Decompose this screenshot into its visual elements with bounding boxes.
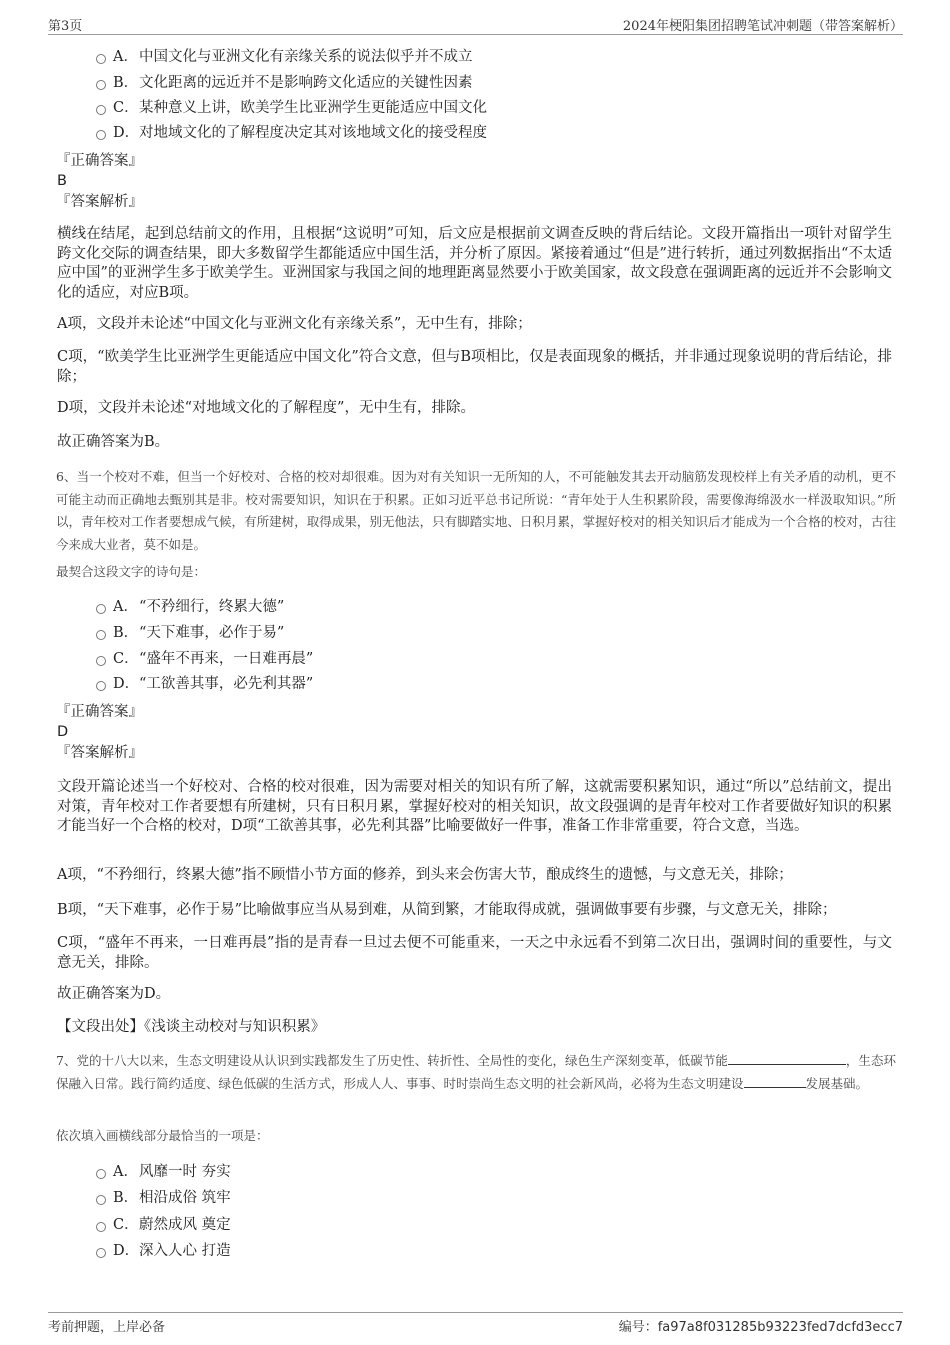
q7-prompt: 依次填入画横线部分最恰当的一项是：: [56, 1128, 269, 1143]
q5-analysis-paragraph: A项，文段并未论述“中国文化与亚洲文化有亲缘关系”，无中生有，排除；: [57, 316, 532, 332]
radio-icon[interactable]: [96, 105, 106, 115]
q6-stem: 6、当一个校对不难，但当一个好校对、合格的校对却很难。因为对有关知识一无所知的人，不可能触发其去开动脑筋发现校样上有关矛盾的动机，更不可能主动而正确地去甄别其是非。校对需要知识，知识在于积累。正如习近平总书记所说：“青年处于人生积累阶段，需要像海绵汲水一样汲取知识。”所以，青年校对工作者要想成气候，有所建树，取得成果，别无他法，只有脚踏实地、日积月累，掌握好校对的相关知识后才能成为一个合格的校对，古往今来成大业者，莫不如是。: [56, 469, 896, 552]
q6-option-a[interactable]: A．“不矜细行，终累大德”: [96, 596, 284, 618]
q6-answer: D: [57, 724, 69, 740]
page-number: 第3页: [48, 19, 83, 34]
radio-icon[interactable]: [96, 54, 106, 64]
q5-option-c[interactable]: C．某种意义上讲，欧美学生比亚洲学生更能适应中国文化: [96, 97, 487, 119]
radio-icon[interactable]: [96, 1169, 106, 1179]
radio-icon[interactable]: [96, 630, 106, 640]
radio-icon[interactable]: [96, 1195, 106, 1205]
q6-source: 【文段出处】《浅谈主动校对与知识积累》: [57, 1019, 326, 1035]
footer-slogan: 考前押题，上岸必备: [48, 1320, 166, 1335]
q6-prompt: 最契合这段文字的诗句是：: [56, 564, 207, 579]
q6-analysis-conclusion: 故正确答案为D。: [57, 986, 171, 1002]
document-code: 编号：fa97a8f031285b93223fed7dcfd3ecc7: [618, 1320, 903, 1335]
q5-analysis-conclusion: 故正确答案为B。: [57, 434, 170, 450]
radio-icon[interactable]: [96, 681, 106, 691]
q6-option-d[interactable]: D．“工欲善其事，必先利其器”: [96, 673, 313, 695]
q7-option-c[interactable]: C．蔚然成风 奠定: [96, 1214, 231, 1236]
q6-option-b[interactable]: B．“天下难事，必作于易”: [96, 622, 284, 644]
q5-analysis-paragraph: C项，“欧美学生比亚洲学生更能适应中国文化”符合文意，但与B项相比，仅是表面现象的概括，并非通过现象说明的背后结论，排除；: [57, 349, 892, 385]
q6-option-c[interactable]: C．“盛年不再来，一日难再晨”: [96, 648, 313, 670]
q5-analysis-label: 『答案解析』: [56, 194, 143, 210]
radio-icon[interactable]: [96, 1222, 106, 1232]
radio-icon[interactable]: [96, 130, 106, 140]
radio-icon[interactable]: [96, 656, 106, 666]
q6-analysis-paragraph: 文段开篇论述当一个好校对、合格的校对很难，因为需要对相关的知识有所了解，这就需要积累知识，通过“所以”总结前文，提出对策，青年校对工作者要想有所建树，只有日积月累，掌握好校对的相关知识，故文段强调的是青年校对工作者要做好知识的积累才能当好一个合格的校对，D项“工欲善其事，必先利其器”比喻要做好一件事，准备工作非常重要，符合文意，当选。: [57, 779, 892, 834]
q7-option-d[interactable]: D．深入人心 打造: [96, 1240, 231, 1262]
q6-analysis-label: 『答案解析』: [56, 745, 143, 761]
q6-answer-label: 『正确答案』: [56, 704, 143, 720]
radio-icon[interactable]: [96, 1248, 106, 1258]
q7-stem: 7、党的十八大以来，生态文明建设从认识到实践都发生了历史性、转折性、全局性的变化，绿色生产深刻变革，低碳节能 ，生态环保融入日常。践行简约适度、绿色低碳的生活方式，形成人人、事事、时时崇尚生态文明的社会新风尚，必将为生态文明建设 发展基础。: [56, 1053, 896, 1091]
q7-option-b[interactable]: B．相沿成俗 筑牢: [96, 1187, 231, 1209]
q6-analysis-paragraph: B项，“天下难事，必作于易”比喻做事应当从易到难，从简到繁，才能取得成就，强调做事要有步骤，与文意无关，排除；: [57, 902, 837, 918]
q5-option-b[interactable]: B．文化距离的远近并不是影响跨文化适应的关键性因素: [96, 72, 473, 94]
q5-analysis-paragraph: 横线在结尾，起到总结前文的作用，且根据“这说明”可知，后文应是根据前文调查反映的背后结论。文段开篇指出一项针对留学生跨文化交际的调查结果，即大多数留学生都能适应中国生活，并分析了原因。紧接着通过“但是”进行转折，通过列数据指出“不太适应中国”的亚洲学生多于欧美学生。亚洲国家与我国之间的地理距离显然要小于欧美国家，故文段意在强调距离的远近并不会影响文化的适应，对应B项。: [57, 226, 892, 301]
page-header: [48, 14, 903, 35]
q6-analysis-paragraph: A项，“不矜细行，终累大德”指不顾惜小节方面的修养，到头来会伤害大节，酿成终生的遗憾，与文意无关，排除；: [57, 867, 793, 883]
q7-option-a[interactable]: A．风靡一时 夯实: [96, 1161, 231, 1183]
radio-icon[interactable]: [96, 80, 106, 90]
q6-analysis-paragraph: C项，“盛年不再来，一日难再晨”指的是青春一旦过去便不可能重来，一天之中永远看不到第二次日出，强调时间的重要性，与文意无关，排除。: [57, 935, 892, 971]
document-title: 2024年梗阳集团招聘笔试冲刺题（带答案解析）: [622, 19, 903, 34]
page-footer: [48, 1312, 903, 1335]
fill-blank-2: [744, 1074, 806, 1088]
q5-answer-label: 『正确答案』: [56, 153, 143, 169]
q5-analysis-paragraph: D项，文段并未论述“对地域文化的了解程度”，无中生有，排除。: [57, 400, 475, 416]
radio-icon[interactable]: [96, 604, 106, 614]
q5-answer: B: [57, 173, 67, 189]
q5-option-d[interactable]: D．对地域文化的了解程度决定其对该地域文化的接受程度: [96, 122, 487, 144]
fill-blank-1: [728, 1051, 846, 1065]
q5-option-a[interactable]: A．中国文化与亚洲文化有亲缘关系的说法似乎并不成立: [96, 46, 473, 68]
